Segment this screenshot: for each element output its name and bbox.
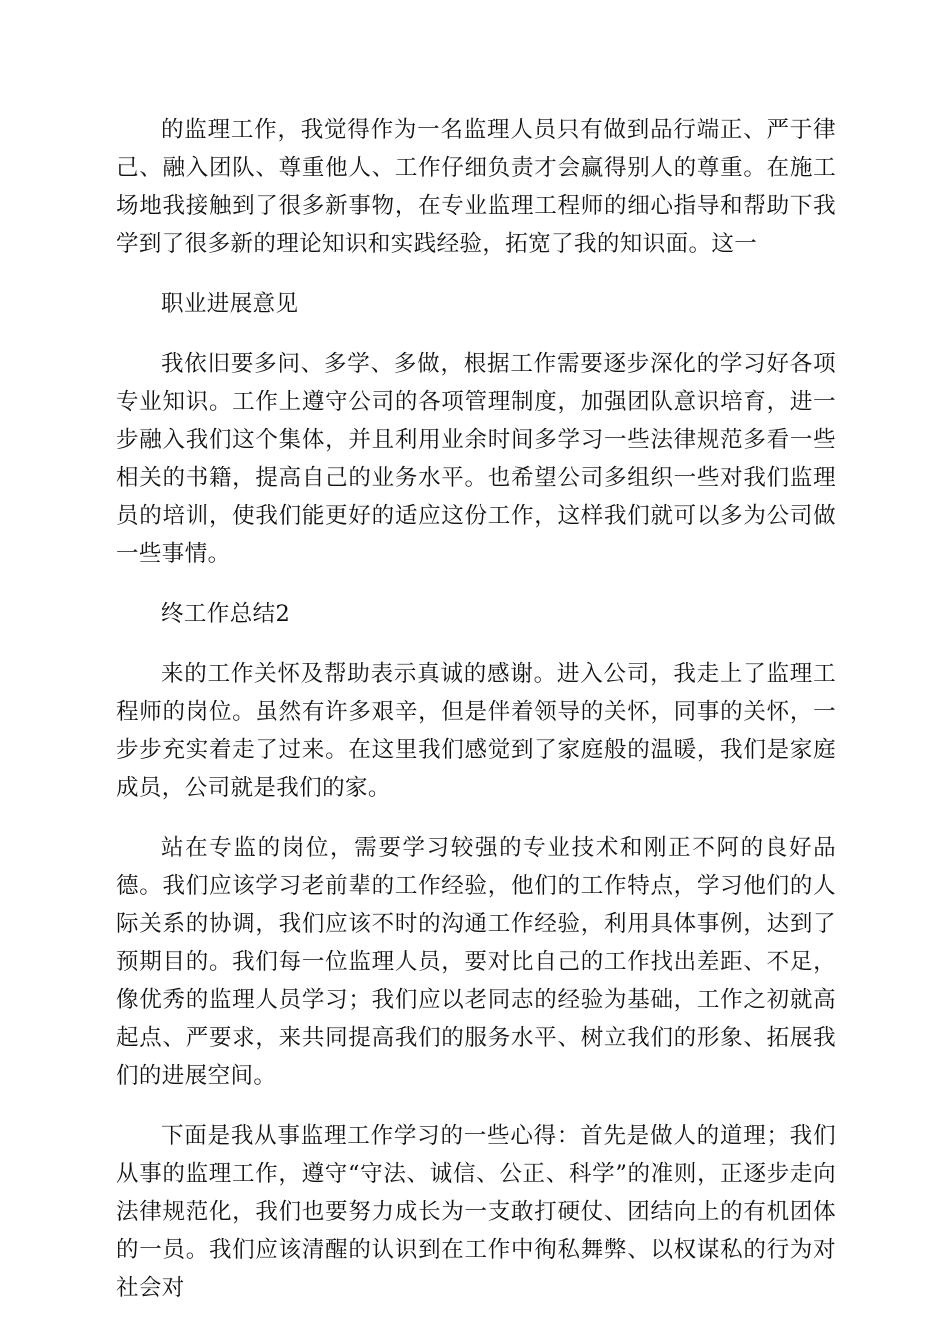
section-heading-career-development: 职业进展意见 — [161, 291, 299, 317]
paragraph-gratitude: 来的工作关怀及帮助表示真诚的感谢。进入公司，我走上了监理工程师的岗位。虽然有许多艰辛，但是伴着领导的关怀，同事的关怀，一步步充实着走了过来。在这里我们感觉到了家庭般的温暖，我们是家庭成员，公司就是我们的家。 — [116, 661, 836, 801]
paragraph-supervision-work: 的监理工作，我觉得作为一名监理人员只有做到品行端正、严于律己、融入团队、尊重他人、工作仔细负责才会赢得别人的尊重。在施工场地我接触到了很多新事物，在专业监理工程师的细心指导和帮助下我学到了很多新的理论知识和实践经验，拓宽了我的知识面。这一 — [116, 117, 836, 257]
paragraph-supervisor-post: 站在专监的岗位，需要学习较强的专业技术和刚正不阿的良好品德。我们应该学习老前辈的工作经验，他们的工作特点，学习他们的人际关系的协调，我们应该不时的沟通工作经验，利用具体事例，达到了预期目的。我们每一位监理人员，要对比自己的工作找出差距、不足，像优秀的监理人员学习；我们应以老同志的经验为基础，工作之初就高起点、严要求，来共同提高我们的服务水平、树立我们的形象、拓展我们的进展空间。 — [116, 835, 836, 1089]
document-body — [116, 111, 836, 1329]
section-heading-summary-2: 终工作总结2 — [161, 601, 291, 627]
paragraph-learning-insights: 下面是我从事监理工作学习的一些心得：首先是做人的道理；我们从事的监理工作，遵守“守法、诚信、公正、科学”的准则，正逐步走向法律规范化，我们也要努力成长为一支敢打硬仗、团结向上的有机团体的一员。我们应该清醒的认识到在工作中徇私舞弊、以权谋私的行为对社会对 — [116, 1123, 836, 1301]
paragraph-career-plan: 我依旧要多问、多学、多做，根据工作需要逐步深化的学习好各项专业知识。工作上遵守公司的各项管理制度，加强团队意识培育，进一步融入我们这个集体，并且利用业余时间多学习一些法律规范多看一些相关的书籍，提高自己的业务水平。也希望公司多组织一些对我们监理员的培训，使我们能更好的适应这份工作，这样我们就可以多为公司做一些事情。 — [116, 351, 836, 567]
